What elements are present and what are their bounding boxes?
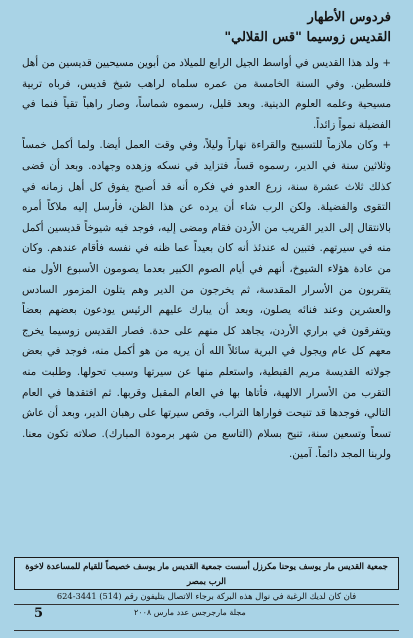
saint-title: القديس زوسيما "قس القلالي" <box>224 30 391 45</box>
header <box>22 8 391 48</box>
footer-line-1: جمعية القديس مار يوسف يوحنا مكرزل أسست جمعية القديس مار يوسف خصيصاً للقيام للمساعدة لاخوة الرب بمصر <box>25 561 388 586</box>
page-footer <box>14 604 399 623</box>
issue-line: مجلة مارجرجس عدد مارس ٢٠٠٨ <box>134 608 246 617</box>
article-body <box>22 53 391 465</box>
page-number: 5 <box>34 606 44 621</box>
footer-box <box>14 557 399 601</box>
paragraph: + وكان ملازماً للتسبيح والقراءة نهاراً وليلاً، وفي وقت العمل أيضا. ولما أكمل خمساً وثلاثين سنة في الدير، رسموه قساً، فتزايد في نسكه وزهده وجهاده. وبعد أن قضى كذلك ثلاث عشرة سنة، زرع العدو في فكره أنه قد أصبح يفوق كل أهل زمانه في التقوى والفضيلة. ولكن الرب شاء أن يرده عن هذا الظن، فأرسل إليه ملاكاً أمره بالانتقال إلى الدير القريب من الأردن فقام ومضى إليه، فوجد فيه شيوخاً قديسين أكمل منه في سيرتهم. فتبين له عندئذ أنه كان بعيداً عما ظنه في نفسه فأقام عندهم. وكان من عادة هؤلاء الشيوخ، أنهم في أيام الصوم الكبير بعدما يصومون الأسبوع الأول منه يتقربون من الأسرار المقدسة، ثم يخرجون من الدير وهم يتلون المزمور السادس والعشرين وعند فنائه يصلون، وبعد أن يبارك عليهم الرئيس يودعون بعضهم بعضاً ويتفرقون في براري الأردن، يجاهد كل منهم على حدة. فصار القديس زوسيما يخرج معهم كل عام ويجول في البرية سائلاً الله أن يريه من هو أكمل منه، فوجد في بعض جولاته القديسة مريم القبطية، واستعلم منها عن سيرتها وسبب تحولها. وطلبت منه التقرب من الأسرار الالهية، فأتاها بها في العام المقبل وقربها. ثم افتقدها في العام التالي، فوجدها قد تنيحت فواراها التراب، وقص سيرتها على رهبان الدير، وبعد أن عاش تسعاً وتسعين سنة، تنيح بسلام (التاسع من شهر برمودة المبارك). صلاته تكون معنا. ولربنا المجد دائماً. آمين. <box>22 139 391 461</box>
paragraph: + ولد هذا القديس في أواسط الجيل الرابع للميلاد من أبوين مسيحيين قديسين من أهل فلسطين. وفي السنة الخامسة من عمره سلماه لراهب شيخ قديس، فرباه تربية مسيحية وعلمه العلوم الدينية. وبعد قليل، رسموه شماساً، وصار راهباً تقياً فنما في الفضيلة نمواً زائداً. <box>22 57 391 131</box>
section-title: فردوس الأطهار <box>307 10 391 25</box>
divider <box>14 630 399 631</box>
footer-line-2: فان كان لديك الرغبة في نوال هذه البركة برجاء الاتصال بتليفون رقم (514) 3441-624 <box>56 591 357 601</box>
